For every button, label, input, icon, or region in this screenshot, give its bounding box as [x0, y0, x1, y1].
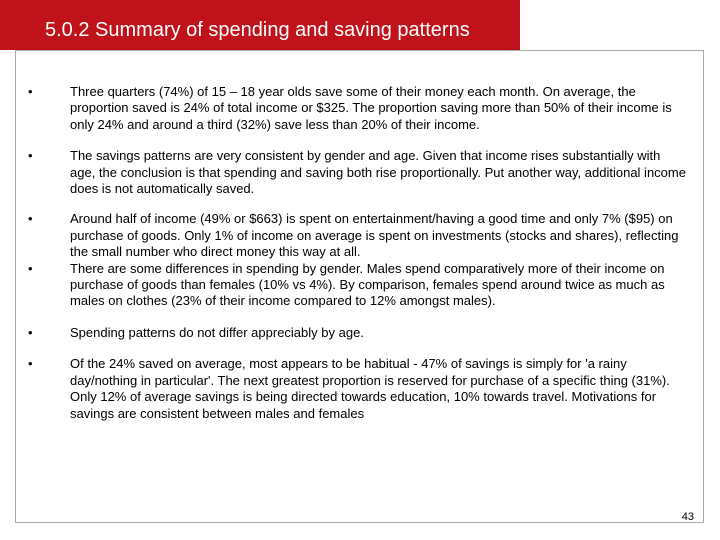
bullet-item [28, 261, 688, 310]
bullet-icon: • [28, 324, 33, 340]
bullet-item [28, 84, 688, 133]
bullet-text: Around half of income (49% or $663) is spent on entertainment/having a good time and only 7% ($95) on purchase of goods. Only 1% of income on average is spent on investments (stocks and shares), reflecting the small number who direct money this way at all. [70, 211, 679, 260]
bullet-icon: • [28, 148, 33, 164]
bullet-icon: • [28, 356, 33, 372]
bullet-text: Spending patterns do not differ appreciably by age. [70, 324, 364, 340]
bullet-text: There are some differences in spending by gender. Males spend comparatively more of their income on purchase of goods than females (10% vs 4%). By comparison, females spend around twice as much as males on clothes (23% of their income compared to 12% amongst males). [70, 260, 665, 309]
bullet-icon: • [28, 211, 33, 227]
slide-title: 5.0.2 Summary of spending and saving patterns [45, 19, 470, 41]
page-number: 43 [681, 511, 694, 523]
title-bar [0, 0, 720, 50]
bullet-item [28, 325, 688, 341]
bullet-icon: • [28, 84, 33, 99]
bullet-item [28, 356, 688, 422]
bullet-icon: • [28, 260, 33, 276]
bullet-item [28, 148, 688, 197]
bullet-item [28, 211, 688, 260]
bullet-list [28, 84, 688, 422]
bullet-text: The savings patterns are very consistent by gender and age. Given that income rises substantially with age, the conclusion is that spending and saving both rise proportionally. Put another way, additional income does is not automatically saved. [70, 148, 686, 197]
bullet-text: Of the 24% saved on average, most appears to be habitual - 47% of savings is simply for 'a rainy day/nothing in particular'. The next greatest proportion is reserved for purchase of a specific thing (31%). Only 12% of average savings is being directed towards education, 10% towards travel. Motivations for savings are consistent between males and females [70, 356, 670, 421]
bullet-text: Three quarters (74%) of 15 – 18 year olds save some of their money each month. On average, the proportion saved is 24% of total income or $325. The proportion saving more than 50% of their income is only 24% and around a third (32%) save less than 20% of their income. [70, 84, 672, 132]
